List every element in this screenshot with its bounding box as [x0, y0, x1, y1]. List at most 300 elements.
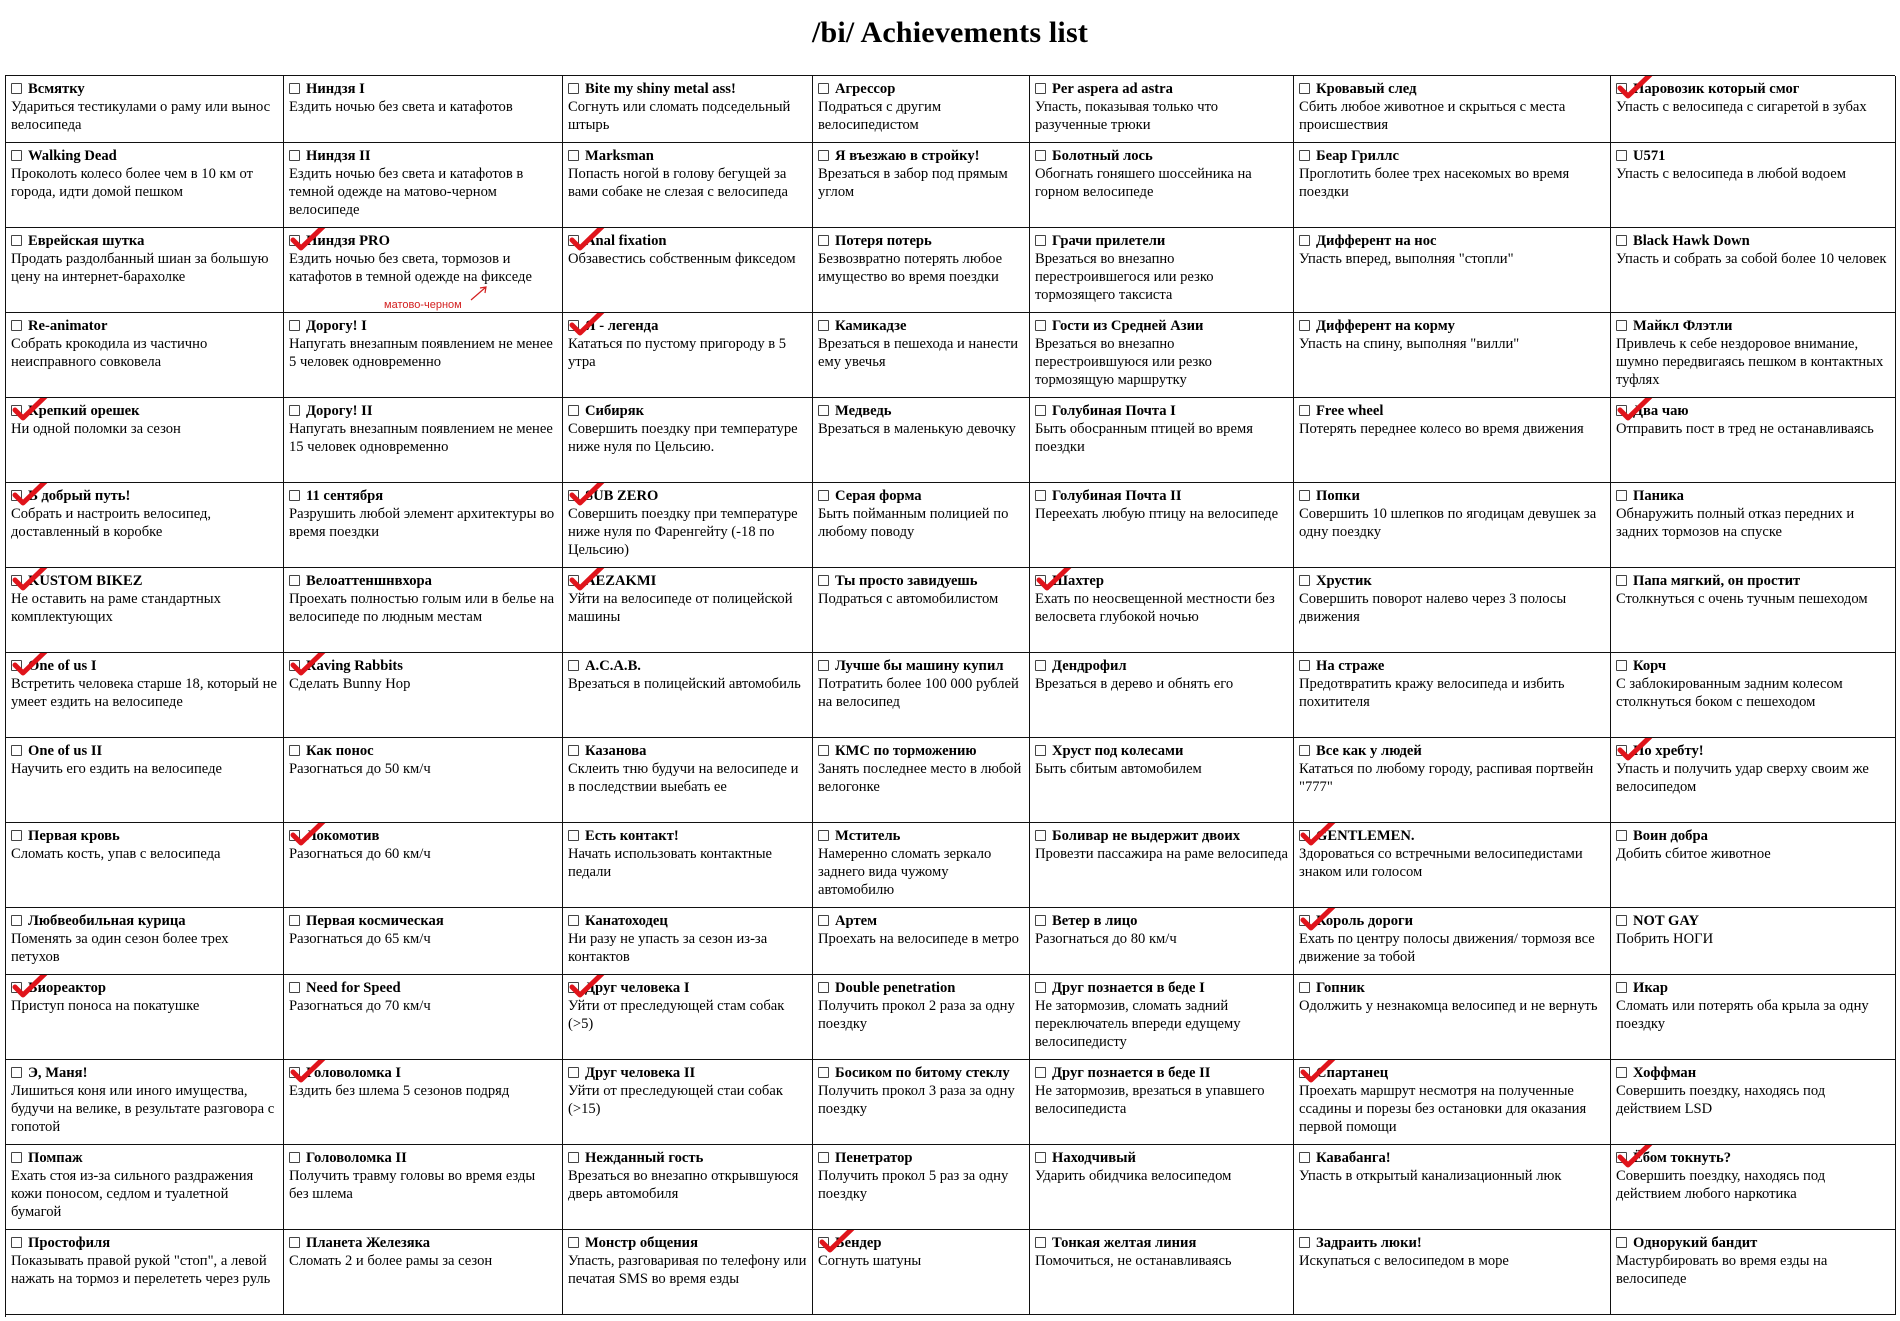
achievement-description: Уйти от преследующей стам собак (>5) [568, 998, 785, 1032]
achievement-header [1299, 402, 1606, 420]
achievement-title: Канатоходец [585, 913, 668, 929]
achievement-description: Напугать внезапным появлением не менее 15 человек одновременно [289, 421, 553, 455]
achievement-checkbox[interactable] [1616, 235, 1627, 246]
achievement-description: Подраться с другим велосипедистом [818, 99, 942, 133]
achievement-title: SUB ZERO [585, 488, 659, 504]
achievement-title: Пенетратор [835, 1150, 913, 1166]
achievement-checkbox[interactable] [1299, 83, 1310, 94]
achievement-title: Шахтер [1052, 573, 1105, 589]
achievement-description: Побрить НОГИ [1616, 931, 1714, 947]
achievement-checkbox[interactable] [818, 1237, 829, 1248]
achievement-header [289, 827, 558, 845]
achievement-cell [1294, 908, 1611, 975]
achievement-checkbox[interactable] [1616, 83, 1627, 94]
achievement-cell [284, 483, 563, 568]
achievement-header [289, 572, 558, 590]
achievement-description: Удариться тестикулами о раму или вынос велосипеда [11, 99, 271, 133]
achievement-header [818, 912, 1025, 930]
achievement-cell [6, 653, 284, 738]
achievement-description: Не оставить на раме стандартных комплектующих [11, 591, 221, 625]
achievement-title: Ты просто завидуешь [835, 573, 978, 589]
achievement-title: Всмятку [28, 81, 85, 97]
achievement-cell [563, 908, 813, 975]
achievement-cell [1030, 568, 1294, 653]
achievement-header [11, 147, 279, 165]
achievement-checkbox[interactable] [289, 575, 300, 586]
achievement-checkbox[interactable] [289, 150, 300, 161]
achievement-checkbox[interactable] [1299, 320, 1310, 331]
achievement-cell [284, 823, 563, 908]
achievement-checkbox[interactable] [11, 320, 22, 331]
achievement-checkbox[interactable] [1616, 830, 1627, 841]
achievement-cell [284, 143, 563, 228]
achievement-description: Совершить поездку при температуре ниже нуля по Фаренгейту (-18 по Цельсию) [568, 506, 798, 558]
achievement-description: Попасть ногой в голову бегущей за вами собаке не слезая с велосипеда [568, 166, 788, 200]
achievement-checkbox[interactable] [289, 660, 300, 671]
achievement-checkbox[interactable] [1616, 982, 1627, 993]
achievement-cell [563, 76, 813, 143]
achievement-checkbox[interactable] [568, 1067, 579, 1078]
achievement-checkbox[interactable] [568, 320, 579, 331]
achievement-cell [6, 228, 284, 313]
achievement-title: Гости из Средней Азии [1052, 318, 1204, 334]
achievement-title: Помпаж [28, 1150, 83, 1166]
achievement-title: Ёбом токнуть? [1633, 1150, 1732, 1166]
achievement-checkbox[interactable] [11, 1067, 22, 1078]
achievement-header [11, 232, 279, 250]
achievement-header [11, 912, 279, 930]
achievement-description: Получить травму головы во время езды без шлема [289, 1168, 536, 1202]
achievement-title: В добрый путь! [28, 488, 131, 504]
achievement-checkbox[interactable] [11, 982, 22, 993]
achievement-checkbox[interactable] [1299, 745, 1310, 756]
achievement-checkbox[interactable] [11, 405, 22, 416]
achievement-header [1299, 1149, 1606, 1167]
achievement-header [1299, 979, 1606, 997]
achievement-description: Разогнаться до 60 км/ч [289, 846, 431, 862]
achievement-checkbox[interactable] [1299, 660, 1310, 671]
achievement-header [818, 657, 1025, 675]
achievement-checkbox[interactable] [818, 490, 829, 501]
achievement-checkbox[interactable] [1035, 915, 1046, 926]
achievement-checkbox[interactable] [289, 83, 300, 94]
achievement-checkbox[interactable] [1035, 660, 1046, 671]
achievement-checkbox[interactable] [1035, 745, 1046, 756]
achievement-cell [1294, 823, 1611, 908]
achievement-description: Врезаться во внезапно перестроившегося или резко тормозящего таксиста [1035, 251, 1214, 303]
achievement-checkbox[interactable] [289, 320, 300, 331]
achievement-header [1299, 1234, 1606, 1252]
achievement-header [11, 1064, 279, 1082]
achievement-checkbox[interactable] [1299, 150, 1310, 161]
achievement-checkbox[interactable] [568, 745, 579, 756]
achievement-header [1299, 80, 1606, 98]
achievement-cell [563, 483, 813, 568]
achievement-header [1299, 317, 1606, 335]
achievement-cell [1611, 483, 1896, 568]
achievement-title: Воин добра [1633, 828, 1708, 844]
achievement-description: Отправить пост в тред не останавливаясь [1616, 421, 1874, 437]
achievement-header [289, 1149, 558, 1167]
achievement-checkbox[interactable] [568, 915, 579, 926]
achievement-title: Ниндзя II [306, 148, 371, 164]
achievement-description: Начать использовать контактные педали [568, 846, 773, 880]
achievement-checkbox[interactable] [11, 575, 22, 586]
achievement-header [289, 1064, 558, 1082]
achievement-checkbox[interactable] [818, 830, 829, 841]
achievement-header [1299, 487, 1606, 505]
achievement-checkbox[interactable] [818, 1152, 829, 1163]
achievement-checkbox[interactable] [1035, 982, 1046, 993]
achievement-title: На страже [1316, 658, 1385, 674]
achievement-checkbox[interactable] [11, 83, 22, 94]
achievement-description: Проглотить более трех насекомых во время поездки [1299, 166, 1570, 200]
achievement-title: Биореактор [28, 980, 107, 996]
achievement-checkbox[interactable] [289, 405, 300, 416]
achievement-cell [6, 76, 284, 143]
achievement-header [1035, 317, 1289, 335]
achievement-cell [6, 975, 284, 1060]
achievement-checkbox[interactable] [1616, 745, 1627, 756]
achievement-cell [284, 228, 563, 313]
achievement-title: Еврейская шутка [28, 233, 145, 249]
achievement-header [1616, 742, 1891, 760]
achievement-title: Монстр общения [585, 1235, 698, 1251]
achievement-description: Приступ поноса на покатушке [11, 998, 200, 1014]
achievement-header [1035, 402, 1289, 420]
achievement-description: Обогнать гоняшего шоссейника на горном велосипеде [1035, 166, 1252, 200]
achievement-checkbox[interactable] [1035, 490, 1046, 501]
achievement-checkbox[interactable] [1299, 575, 1310, 586]
achievement-title: Казанова [585, 743, 647, 759]
achievement-checkbox[interactable] [1299, 915, 1310, 926]
achievement-title: Головоломка II [306, 1150, 407, 1166]
achievement-title: A.C.A.B. [585, 658, 641, 674]
achievement-cell [563, 313, 813, 398]
achievement-checkbox[interactable] [818, 1067, 829, 1078]
achievement-checkbox[interactable] [1299, 982, 1310, 993]
achievement-header [568, 80, 808, 98]
achievement-description: Быть пойманным полицией по любому поводу [818, 506, 1009, 540]
achievement-description: Не затормозив, врезаться в упавшего велосипедиста [1035, 1083, 1265, 1117]
achievement-checkbox[interactable] [1616, 490, 1627, 501]
achievement-cell [1611, 76, 1896, 143]
achievement-header [818, 1149, 1025, 1167]
achievement-header [1035, 1149, 1289, 1167]
achievement-cell [813, 228, 1030, 313]
achievement-cell [1294, 1145, 1611, 1230]
achievement-checkbox[interactable] [1035, 320, 1046, 331]
achievement-header [1299, 912, 1606, 930]
achievement-title: Raving Rabbits [306, 658, 403, 674]
achievement-title: Король дороги [1316, 913, 1414, 929]
achievement-description: Поменять за один сезон более трех петухов [11, 931, 229, 965]
achievement-description: Ездить ночью без света и катафотов [289, 99, 513, 115]
achievement-description: Безвозвратно потерять любое имущество во время поездки [818, 251, 1003, 285]
achievement-checkbox[interactable] [1616, 1067, 1627, 1078]
achievement-checkbox[interactable] [289, 1067, 300, 1078]
achievement-cell [1030, 398, 1294, 483]
achievement-description: Врезаться в маленькую девочку [818, 421, 1016, 437]
achievement-cell [1294, 76, 1611, 143]
achievement-checkbox[interactable] [1616, 660, 1627, 671]
achievement-description: Добить сбитое животное [1616, 846, 1771, 862]
achievement-title: GENTLEMEN. [1316, 828, 1415, 844]
achievement-header [1035, 1234, 1289, 1252]
achievement-header [818, 1234, 1025, 1252]
achievement-header [289, 1234, 558, 1252]
achievement-description: Одолжить у незнакомца велосипед и не вернуть [1299, 998, 1598, 1014]
achievement-title: Артем [835, 913, 878, 929]
achievement-title: Паника [1633, 488, 1684, 504]
achievement-checkbox[interactable] [568, 1152, 579, 1163]
achievement-checkbox[interactable] [818, 745, 829, 756]
achievement-checkbox[interactable] [1035, 575, 1046, 586]
achievement-title: Бендер [835, 1235, 882, 1251]
achievement-header [818, 572, 1025, 590]
achievement-title: Дифферент на корму [1316, 318, 1455, 334]
achievement-checkbox[interactable] [11, 915, 22, 926]
achievement-description: Ездить ночью без света, тормозов и катафотов в темной одежде на фикседе [289, 251, 532, 285]
achievement-checkbox[interactable] [289, 1152, 300, 1163]
achievement-checkbox[interactable] [1616, 405, 1627, 416]
achievement-checkbox[interactable] [11, 1237, 22, 1248]
achievement-checkbox[interactable] [568, 150, 579, 161]
achievement-description: Лишиться коня или иного имущества, будучи на велике, в результате разговора с гопотой [11, 1083, 275, 1135]
achievement-checkbox[interactable] [1035, 1237, 1046, 1248]
achievement-cell [563, 1230, 813, 1315]
achievement-cell [1294, 568, 1611, 653]
achievement-header [568, 742, 808, 760]
achievement-checkbox[interactable] [818, 982, 829, 993]
achievement-cell [6, 823, 284, 908]
achievement-header [289, 317, 558, 335]
achievement-checkbox[interactable] [1299, 1237, 1310, 1248]
achievement-checkbox[interactable] [1299, 490, 1310, 501]
achievement-description: Собрать крокодила из частично неисправного совковела [11, 336, 208, 370]
achievement-checkbox[interactable] [818, 320, 829, 331]
achievement-checkbox[interactable] [818, 83, 829, 94]
achievement-checkbox[interactable] [1299, 235, 1310, 246]
achievement-checkbox[interactable] [1299, 1152, 1310, 1163]
achievement-description: Согнуть или сломать подседельный штырь [568, 99, 791, 133]
achievement-checkbox[interactable] [1035, 830, 1046, 841]
achievement-title: Я - легенда [585, 318, 659, 334]
achievement-title: Сибиряк [585, 403, 645, 419]
achievement-description: Сломать кость, упав с велосипеда [11, 846, 221, 862]
achievement-checkbox[interactable] [818, 235, 829, 246]
achievement-description: Сделать Bunny Hop [289, 676, 411, 692]
achievement-checkbox[interactable] [1035, 150, 1046, 161]
achievement-cell [1611, 653, 1896, 738]
achievement-checkbox[interactable] [289, 915, 300, 926]
achievement-cell [1611, 738, 1896, 823]
achievement-checkbox[interactable] [1616, 915, 1627, 926]
achievement-checkbox[interactable] [1299, 405, 1310, 416]
achievement-description: Переехать любую птицу на велосипеде [1035, 506, 1279, 522]
achievement-checkbox[interactable] [568, 405, 579, 416]
achievement-header [1616, 1149, 1891, 1167]
achievement-checkbox[interactable] [1616, 150, 1627, 161]
achievement-description: Ни одной поломки за сезон [11, 421, 181, 437]
achievement-checkbox[interactable] [568, 490, 579, 501]
achievement-cell [563, 1060, 813, 1145]
achievement-cell [1611, 228, 1896, 313]
achievement-header [818, 80, 1025, 98]
achievement-header [1035, 487, 1289, 505]
achievement-description: Обзавестись собственным фикседом [568, 251, 796, 267]
achievement-checkbox[interactable] [289, 830, 300, 841]
achievement-description: Искупаться с велосипедом в море [1299, 1253, 1509, 1269]
achievement-description: Получить прокол 3 раза за одну поездку [818, 1083, 1015, 1117]
achievement-checkbox[interactable] [568, 575, 579, 586]
achievement-description: Предотвратить кражу велосипеда и избить похитителя [1299, 676, 1565, 710]
achievement-header [1299, 1064, 1606, 1082]
achievement-cell [6, 1145, 284, 1230]
achievement-header [1616, 80, 1891, 98]
achievement-checkbox[interactable] [1035, 235, 1046, 246]
achievement-title: NOT GAY [1633, 913, 1700, 929]
achievement-header [1035, 572, 1289, 590]
achievement-header [1035, 232, 1289, 250]
achievement-checkbox[interactable] [818, 660, 829, 671]
achievement-cell [1294, 228, 1611, 313]
achievement-description: Совершить 10 шлепков по ягодицам девушек за одну поездку [1299, 506, 1597, 540]
achievement-description: Упасть и собрать за собой более 10 человек [1616, 251, 1887, 267]
achievement-header [568, 402, 808, 420]
achievement-checkbox[interactable] [289, 745, 300, 756]
achievement-description: Сбить любое животное и скрыться с места происшествия [1299, 99, 1566, 133]
achievement-cell [1294, 313, 1611, 398]
achievement-title: Попки [1316, 488, 1360, 504]
achievement-checkbox[interactable] [818, 575, 829, 586]
achievement-checkbox[interactable] [1616, 1237, 1627, 1248]
achievement-checkbox[interactable] [1035, 83, 1046, 94]
achievement-cell [1611, 568, 1896, 653]
achievement-header [818, 147, 1025, 165]
achievement-cell [1611, 398, 1896, 483]
achievement-title: Мститель [835, 828, 901, 844]
achievement-checkbox[interactable] [1616, 1152, 1627, 1163]
achievement-checkbox[interactable] [11, 1152, 22, 1163]
achievement-title: Камикадзе [835, 318, 907, 334]
achievement-header [1035, 979, 1289, 997]
achievement-title: Я въезжаю в стройку! [835, 148, 980, 164]
achievement-header [818, 742, 1025, 760]
achievement-header [11, 827, 279, 845]
achievement-description: Ехать по центру полосы движения/ тормозя все движение за тобой [1299, 931, 1595, 965]
achievement-checkbox[interactable] [568, 982, 579, 993]
achievement-title: One of us I [28, 658, 97, 674]
achievement-title: Медведь [835, 403, 892, 419]
achievement-cell [1294, 483, 1611, 568]
achievement-title: Голубиная Почта I [1052, 403, 1176, 419]
achievement-header [11, 487, 279, 505]
achievement-checkbox[interactable] [568, 1237, 579, 1248]
achievement-title: Паровозик который смог [1633, 81, 1800, 97]
achievement-description: Врезаться в забор под прямым углом [818, 166, 1008, 200]
achievement-cell [563, 653, 813, 738]
achievement-checkbox[interactable] [11, 660, 22, 671]
achievement-checkbox[interactable] [289, 235, 300, 246]
achievement-checkbox[interactable] [11, 490, 22, 501]
achievement-header [818, 232, 1025, 250]
achievement-checkbox[interactable] [11, 235, 22, 246]
achievement-header [1616, 912, 1891, 930]
achievement-checkbox[interactable] [11, 150, 22, 161]
achievement-cell [563, 228, 813, 313]
achievement-checkbox[interactable] [818, 405, 829, 416]
achievement-checkbox[interactable] [818, 915, 829, 926]
achievement-cell [6, 313, 284, 398]
achievement-title: Нежданный гость [585, 1150, 704, 1166]
achievement-checkbox[interactable] [1299, 1067, 1310, 1078]
achievement-title: Корч [1633, 658, 1667, 674]
achievement-checkbox[interactable] [1035, 1067, 1046, 1078]
achievement-cell [1030, 313, 1294, 398]
achievement-title: Walking Dead [28, 148, 117, 164]
achievement-title: Грачи прилетели [1052, 233, 1166, 249]
achievement-description: Проехать маршрут несмотря на полученные ссадины и порезы без остановки для оказания первой помощи [1299, 1083, 1587, 1135]
achievement-header [11, 979, 279, 997]
achievement-checkbox[interactable] [11, 830, 22, 841]
achievement-checkbox[interactable] [1299, 830, 1310, 841]
achievement-title: Друг познается в беде I [1052, 980, 1205, 996]
achievement-title: Боливар не выдержит двоих [1052, 828, 1241, 844]
achievement-title: Anal fixation [585, 233, 667, 249]
achievement-checkbox[interactable] [289, 982, 300, 993]
achievement-cell [1294, 975, 1611, 1060]
achievement-title: Серая форма [835, 488, 922, 504]
achievement-header [1035, 147, 1289, 165]
achievement-header [1616, 147, 1891, 165]
achievement-checkbox[interactable] [1035, 405, 1046, 416]
achievement-description: Совершить поездку при температуре ниже нуля по Цельсию. [568, 421, 798, 455]
achievement-cell [1611, 313, 1896, 398]
achievement-checkbox[interactable] [1035, 1152, 1046, 1163]
achievement-header [818, 1064, 1025, 1082]
achievement-checkbox[interactable] [1616, 575, 1627, 586]
achievement-checkbox[interactable] [568, 830, 579, 841]
achievement-checkbox[interactable] [568, 660, 579, 671]
achievement-description: Разрушить любой элемент архитектуры во время поездки [289, 506, 555, 540]
achievement-header [818, 979, 1025, 997]
handwritten-note: матово-черном [384, 299, 462, 311]
achievement-title: Друг познается в беде II [1052, 1065, 1211, 1081]
achievement-checkbox[interactable] [289, 1237, 300, 1248]
achievement-description: Сломать 2 и более рамы за сезон [289, 1253, 493, 1269]
achievement-description: Продать раздолбанный шиан за большую цену на интернет-барахолке [11, 251, 269, 285]
achievement-header [1616, 232, 1891, 250]
achievement-cell [1611, 143, 1896, 228]
achievement-cell [284, 1145, 563, 1230]
achievement-title: Дорогу! I [306, 318, 367, 334]
achievement-checkbox[interactable] [11, 745, 22, 756]
achievement-description: Разогнаться до 50 км/ч [289, 761, 431, 777]
achievement-checkbox[interactable] [568, 235, 579, 246]
achievement-title: Первая кровь [28, 828, 120, 844]
achievement-header [11, 402, 279, 420]
achievement-checkbox[interactable] [818, 150, 829, 161]
achievement-description: Врезаться в полицейский автомобиль [568, 676, 801, 692]
achievement-checkbox[interactable] [289, 490, 300, 501]
achievement-checkbox[interactable] [568, 83, 579, 94]
achievement-checkbox[interactable] [1616, 320, 1627, 331]
achievement-description: Кататься по пустому пригороду в 5 утра [568, 336, 787, 370]
achievement-description: Быть обосранным птицей во время поездки [1035, 421, 1253, 455]
achievement-header [568, 1149, 808, 1167]
achievement-cell [813, 738, 1030, 823]
